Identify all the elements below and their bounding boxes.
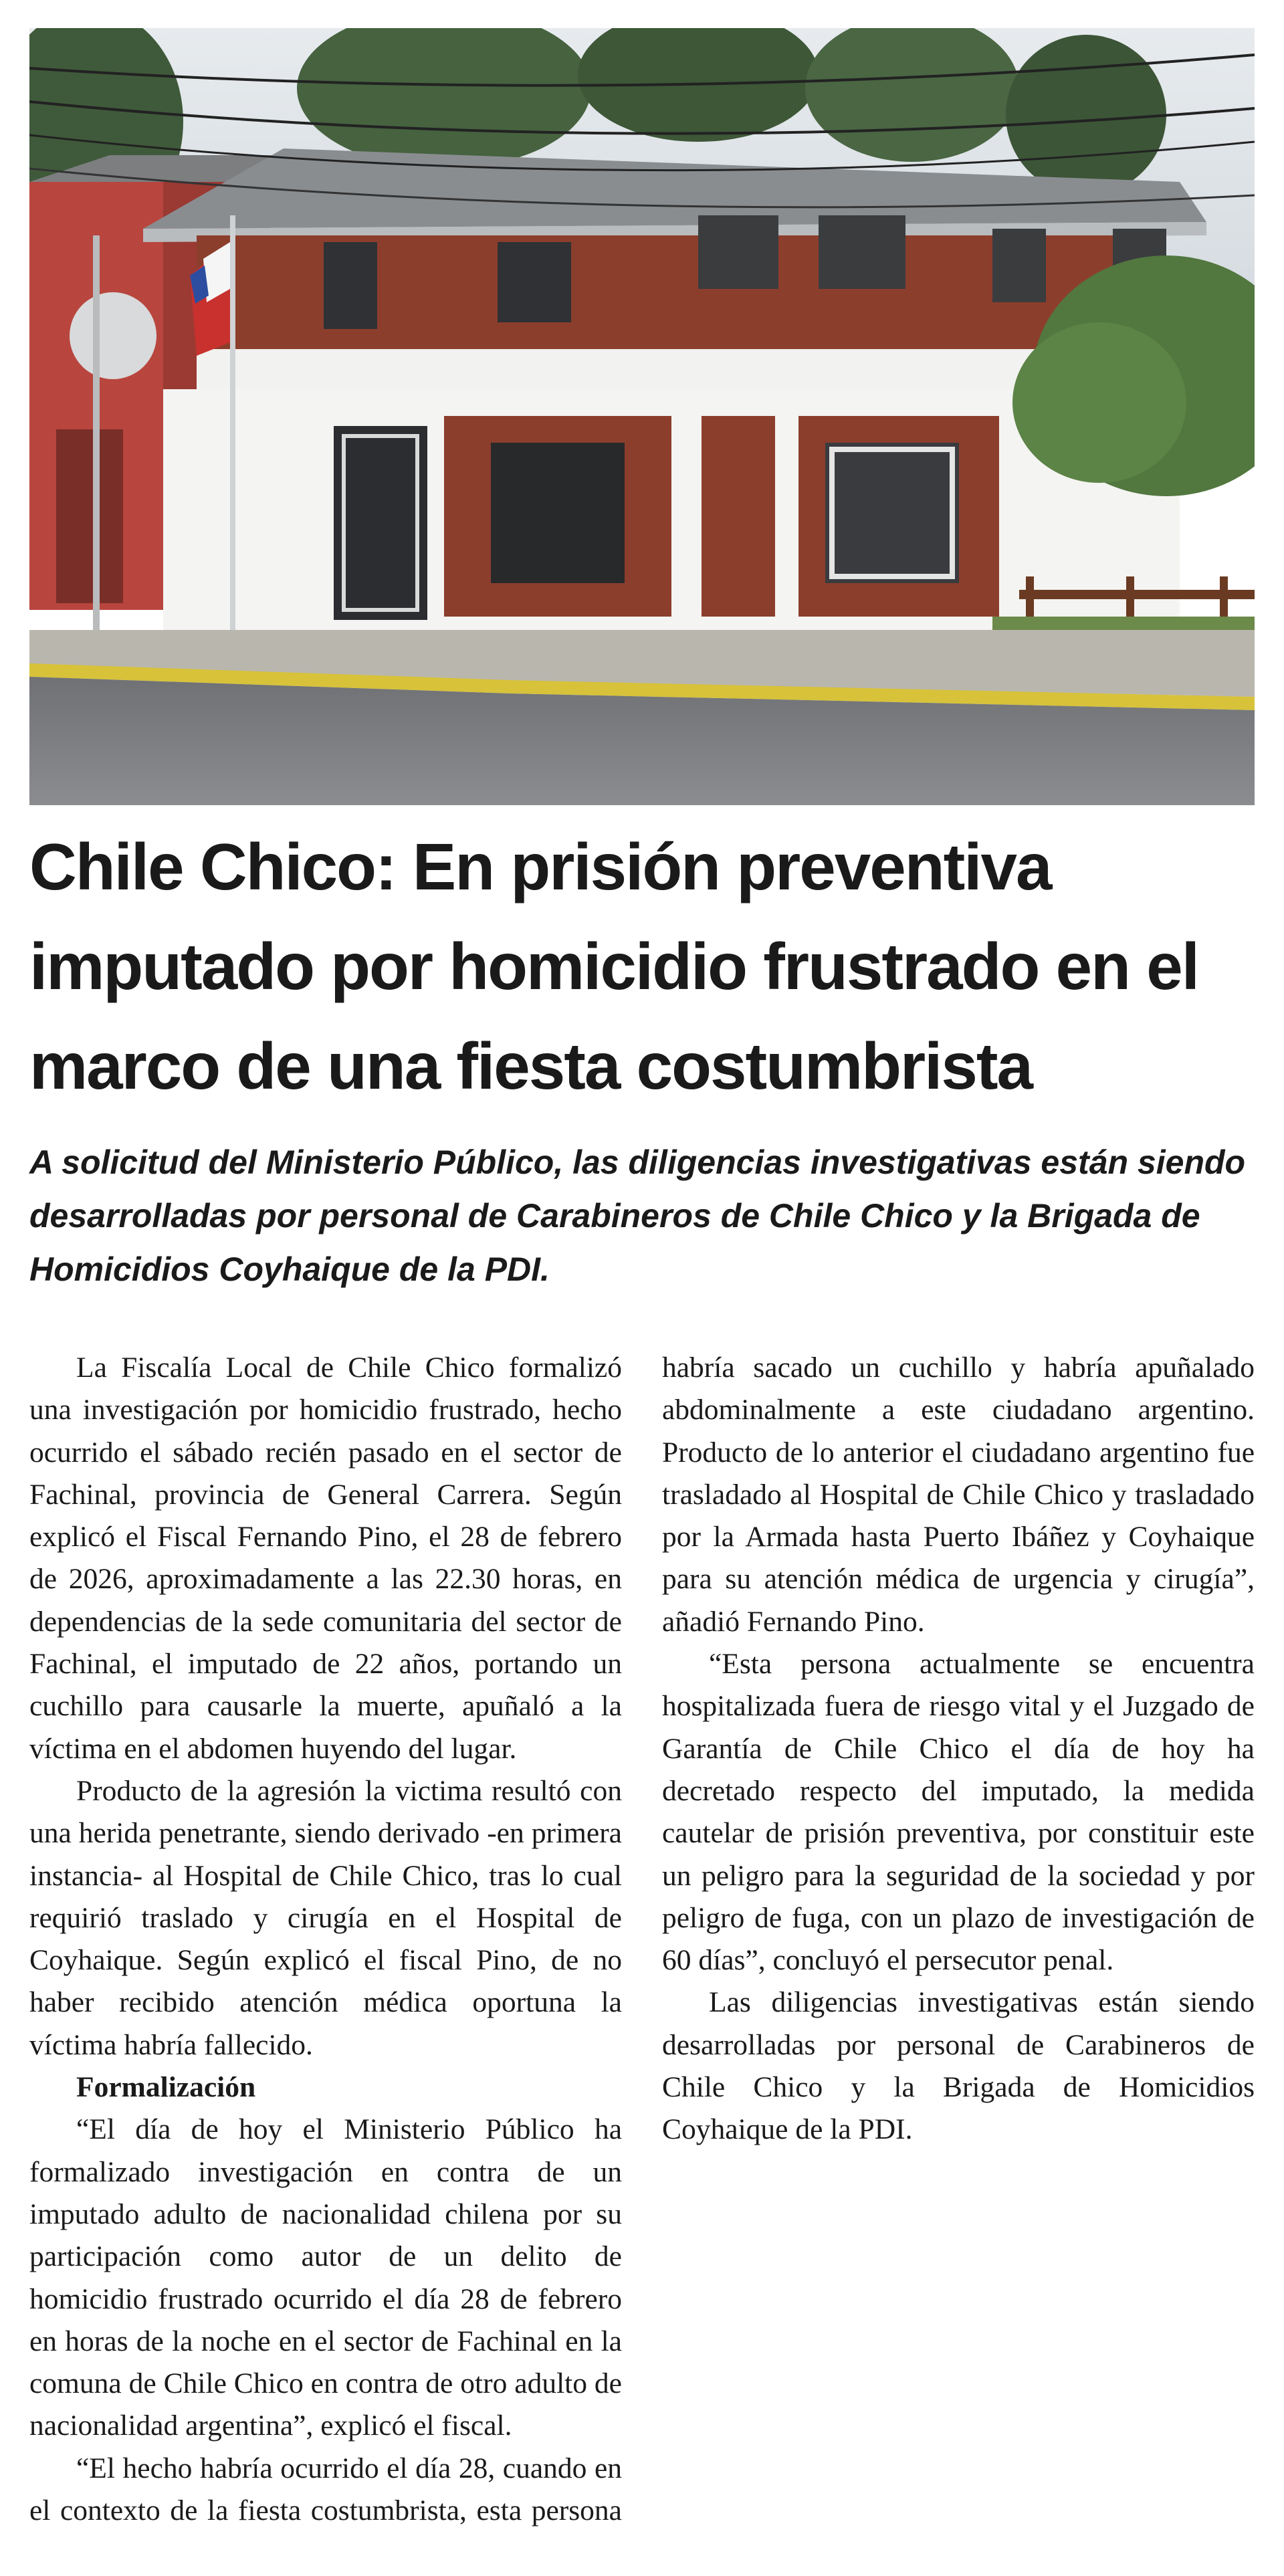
section-heading: Formalización bbox=[76, 2071, 256, 2104]
body-paragraph: Producto de la agresión la victima resultó con una herida penetrante, siendo derivado -en primera instancia- al Hospital de Chile Chico, tras lo cual requirió traslado y cirugía en el Hospital de Coyhaique. Según explicó el fiscal Pino, de no haber recibido atención médica oportuna la víctima habría fallecido. bbox=[29, 1774, 622, 2061]
body-paragraph: “El día de hoy el Ministerio Público ha formalizado investigación en contra de un imputado adulto de nacionalidad chilena por su participación como autor de un delito de homicidio frustrado ocurrido el día 28 de febrero en horas de la noche en el sector de Fachinal en la comuna de Chile Chico en contra de otro adulto de nacionalidad argentina”, explicó el fiscal. bbox=[29, 2113, 622, 2442]
municipal-building-photo-icon bbox=[29, 28, 1255, 805]
body-paragraph: “Esta persona actualmente se encuentra hospitalizada fuera de riesgo vital y el Juzgado de Garantía de Chile Chico el día de hoy ha decretado respecto del imputado, la medida cautelar de prisión preventiva, por constituir este un peligro para la seguridad de la sociedad y por peligro de fuga, con un plazo de investigación de 60 días”, concluyó el persecutor penal. bbox=[662, 1648, 1255, 1977]
article-photo bbox=[29, 28, 1255, 805]
body-paragraph: “El hecho habría ocurrido el día 28, cuando en el contexto de la fiesta costumbrista, esta persona habría sacado un cuchillo y habría apuñalado abdominalmente a este ciudadano argentino. Producto de lo anterior el ciudadano argentino fue trasladado al Hospital de Chile Chico y trasladado por la Armada hasta Puerto Ibáñez y Coyhaique para su atención médica de urgencia y cirugía”, añadió Fernando Pino. bbox=[29, 1352, 1255, 2527]
article-body bbox=[29, 1347, 1255, 2544]
article-subtitle: A solicitud del Ministerio Público, las diligencias investigativas están siendo desarrolladas por personal de Carabineros de Chile Chico y la Brigada de Homicidios Coyhaique de la PDI. bbox=[29, 1144, 1246, 1288]
article-headline: Chile Chico: En prisión preventiva imputado por homicidio frustrado en el marco de una fiesta costumbrista bbox=[29, 830, 1198, 1103]
body-paragraph: Las diligencias investigativas están siendo desarrolladas por personal de Carabineros de Chile Chico y la Brigada de Homicidios Coyhaique de la PDI. bbox=[662, 1986, 1255, 2146]
body-paragraph: La Fiscalía Local de Chile Chico formalizó una investigación por homicidio frustrado, hecho ocurrido el sábado recién pasado en el sector de Fachinal, provincia de General Carrera. Según explicó el Fiscal Fernando Pino, el 28 de febrero de 2026, aproximadamente a las 22.30 horas, en dependencias de la sede comunitaria del sector de Fachinal, el imputado de 22 años, portando un cuchillo para causarle la muerte, apuñaló a la víctima en el abdomen huyendo del lugar. bbox=[29, 1352, 622, 1765]
